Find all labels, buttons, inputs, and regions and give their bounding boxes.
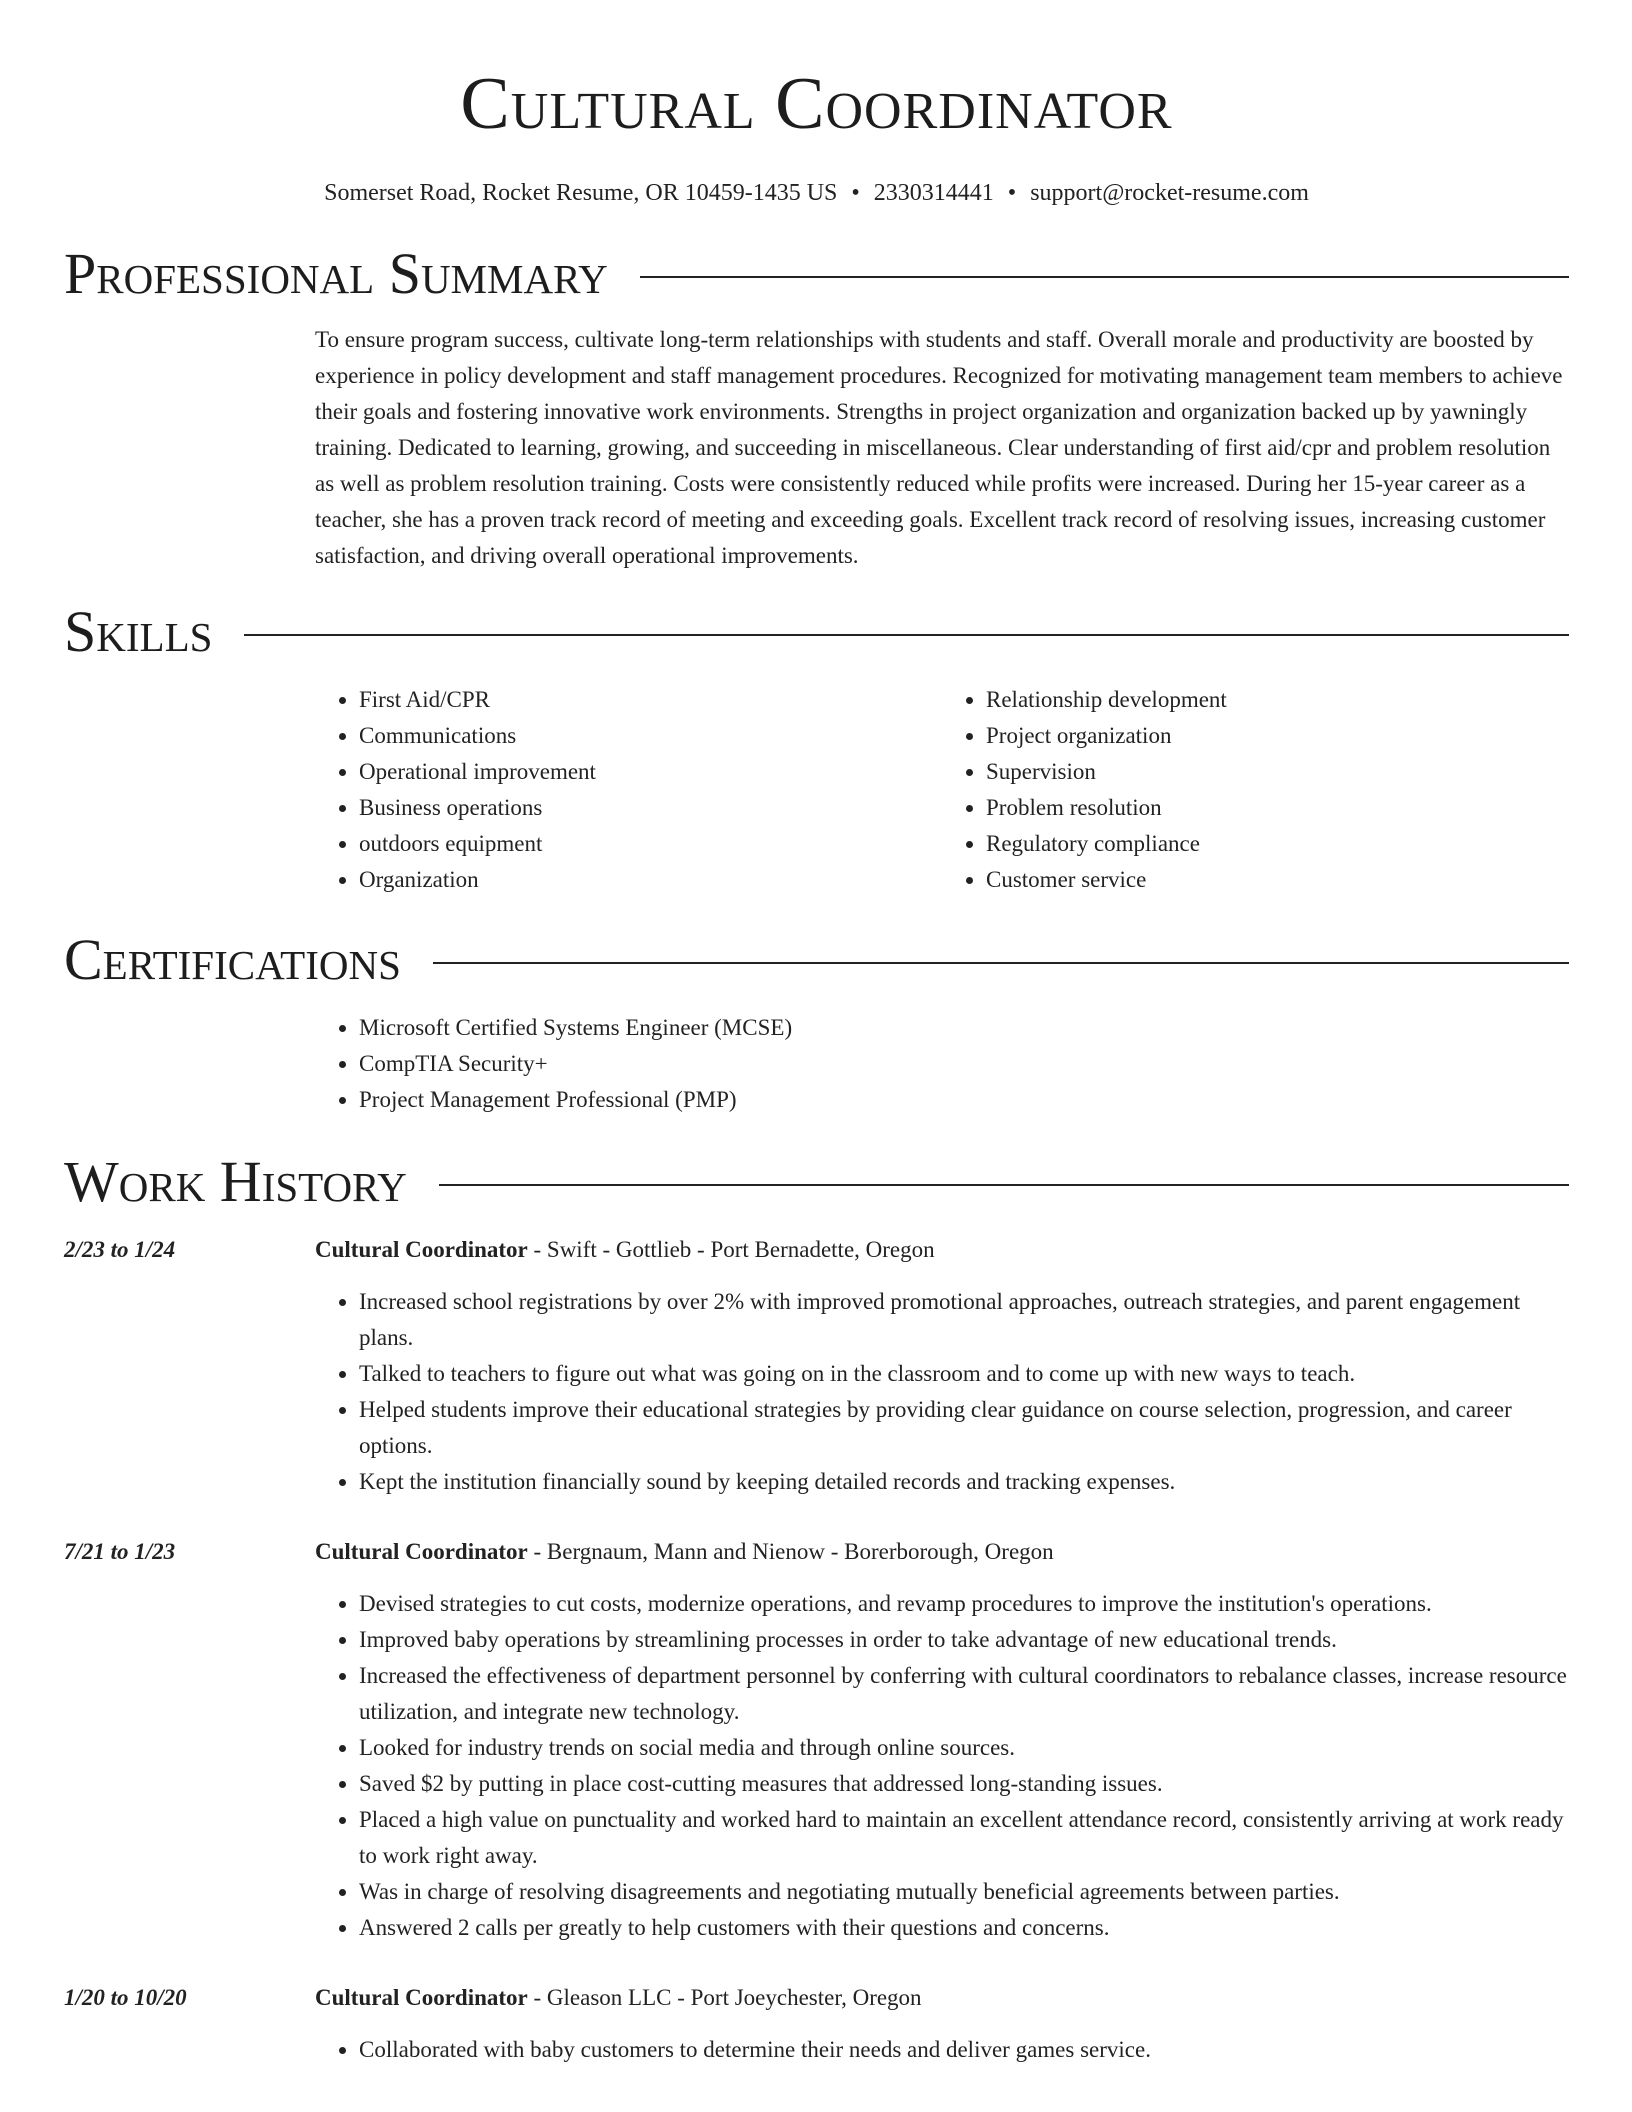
- job-title-line: [315, 1534, 1569, 1570]
- job-bullet: • Devised strategies to cut costs, modernize operations, and revamp procedures to improve the institution's operations.: [359, 1586, 1569, 1622]
- section-rule: [439, 1184, 1569, 1186]
- section-rule: [640, 276, 1569, 278]
- skill-item: • Relationship development: [986, 682, 1569, 718]
- job-dates: 2/23 to 1/24: [64, 1237, 176, 1262]
- phone: 2330314441: [873, 180, 994, 206]
- job-bullets: [315, 2032, 1569, 2068]
- skill-item: • Communications: [359, 718, 942, 754]
- job-title-line: [315, 1232, 1569, 1268]
- job-bullet: • Kept the institution financially sound by keeping detailed records and tracking expenses.: [359, 1464, 1569, 1500]
- job-bullet: • Helped students improve their educational strategies by providing clear guidance on course selection, progression, and career options.: [359, 1392, 1569, 1464]
- skill-item: • Supervision: [986, 754, 1569, 790]
- separator: •: [851, 180, 860, 206]
- skill-item: • outdoors equipment: [359, 826, 942, 862]
- job-bullet: • Answered 2 calls per greatly to help customers with their questions and concerns.: [359, 1910, 1569, 1946]
- job-employer: - Gleason LLC - Port Joeychester, Oregon: [527, 1985, 922, 2010]
- skills-column-left: [315, 682, 942, 898]
- section-summary-heading: [64, 242, 1569, 306]
- contact-line: [64, 178, 1569, 208]
- summary-text: To ensure program success, cultivate long-term relationships with students and staff. Overall morale and productivity are boosted by experience in policy development and staff management procedures. Recognized for motivating management team members to achieve their goals and fostering innovative work environments. Strengths in project organization and organization backed up by yawningly training. Dedicated to learning, growing, and succeeding in miscellaneous. Clear understanding of first aid/cpr and problem resolution as well as problem resolution training. Costs were consistently reduced while profits were increased. During her 15-year career as a teacher, she has a proven track record of meeting and exceeding goals. Excellent track record of resolving issues, increasing customer satisfaction, and driving overall operational improvements.: [315, 327, 1563, 568]
- certification-item: • CompTIA Security+: [359, 1046, 1569, 1082]
- job-title-line: [315, 1980, 1569, 2016]
- job-bullet: • Looked for industry trends on social media and through online sources.: [359, 1730, 1569, 1766]
- candidate-name: Cultural Coordinator: [460, 63, 1173, 145]
- job-title: Cultural Coordinator: [315, 1539, 528, 1564]
- certification-item: • Microsoft Certified Systems Engineer (MCSE): [359, 1010, 1569, 1046]
- email[interactable]: support@rocket-resume.com: [1030, 180, 1309, 206]
- section-work-heading: [64, 1150, 1569, 1214]
- skill-item: • Organization: [359, 862, 942, 898]
- skill-item: • Customer service: [986, 862, 1569, 898]
- skill-item: • Business operations: [359, 790, 942, 826]
- skills-column-right: [942, 682, 1569, 898]
- job-bullets: [315, 1586, 1569, 1946]
- job-dates: 1/20 to 10/20: [64, 1985, 187, 2010]
- skills-list: [315, 682, 1569, 898]
- section-rule: [433, 962, 1569, 964]
- job-bullet: • Increased school registrations by over 2% with improved promotional approaches, outreach strategies, and parent engagement plans.: [359, 1284, 1569, 1356]
- section-skills-heading: [64, 600, 1569, 664]
- section-certifications-heading: [64, 928, 1569, 992]
- skill-item: • First Aid/CPR: [359, 682, 942, 718]
- certifications-list: [315, 1010, 1569, 1118]
- job-entry: [64, 1232, 1569, 1500]
- section-title: Work History: [64, 1149, 407, 1214]
- job-employer: - Bergnaum, Mann and Nienow - Borerborough, Oregon: [527, 1539, 1054, 1564]
- certification-item: • Project Management Professional (PMP): [359, 1082, 1569, 1118]
- summary-body: [315, 322, 1569, 574]
- section-title: Professional Summary: [64, 241, 608, 306]
- job-bullet: • Saved $2 by putting in place cost-cutting measures that addressed long-standing issues.: [359, 1766, 1569, 1802]
- section-rule: [244, 634, 1569, 636]
- section-title: Skills: [64, 599, 213, 664]
- skill-item: • Regulatory compliance: [986, 826, 1569, 862]
- job-bullet: • Was in charge of resolving disagreements and negotiating mutually beneficial agreements between parties.: [359, 1874, 1569, 1910]
- job-title: Cultural Coordinator: [315, 1985, 528, 2010]
- job-bullet: • Increased the effectiveness of department personnel by conferring with cultural coordinators to rebalance classes, increase resource utilization, and integrate new technology.: [359, 1658, 1569, 1730]
- job-bullet: • Collaborated with baby customers to determine their needs and deliver games service.: [359, 2032, 1569, 2068]
- job-entry: [64, 1980, 1569, 2068]
- job-dates: 7/21 to 1/23: [64, 1539, 176, 1564]
- job-employer: - Swift - Gottlieb - Port Bernadette, Oregon: [527, 1237, 935, 1262]
- section-title: Certifications: [64, 927, 401, 992]
- job-bullets: [315, 1284, 1569, 1500]
- separator: •: [1007, 180, 1017, 206]
- job-bullet: • Talked to teachers to figure out what was going on in the classroom and to come up with new ways to teach.: [359, 1356, 1569, 1392]
- job-entry: [64, 1534, 1569, 1946]
- skill-item: • Problem resolution: [986, 790, 1569, 826]
- skill-item: • Operational improvement: [359, 754, 942, 790]
- job-title: Cultural Coordinator: [315, 1237, 528, 1262]
- job-bullet: • Improved baby operations by streamlining processes in order to take advantage of new educational trends.: [359, 1622, 1569, 1658]
- job-bullet: • Placed a high value on punctuality and worked hard to maintain an excellent attendance record, consistently arriving at work ready to work right away.: [359, 1802, 1569, 1874]
- address: Somerset Road, Rocket Resume, OR 10459-1435 US: [324, 180, 838, 206]
- skill-item: • Project organization: [986, 718, 1569, 754]
- resume-page: [64, 0, 1569, 2068]
